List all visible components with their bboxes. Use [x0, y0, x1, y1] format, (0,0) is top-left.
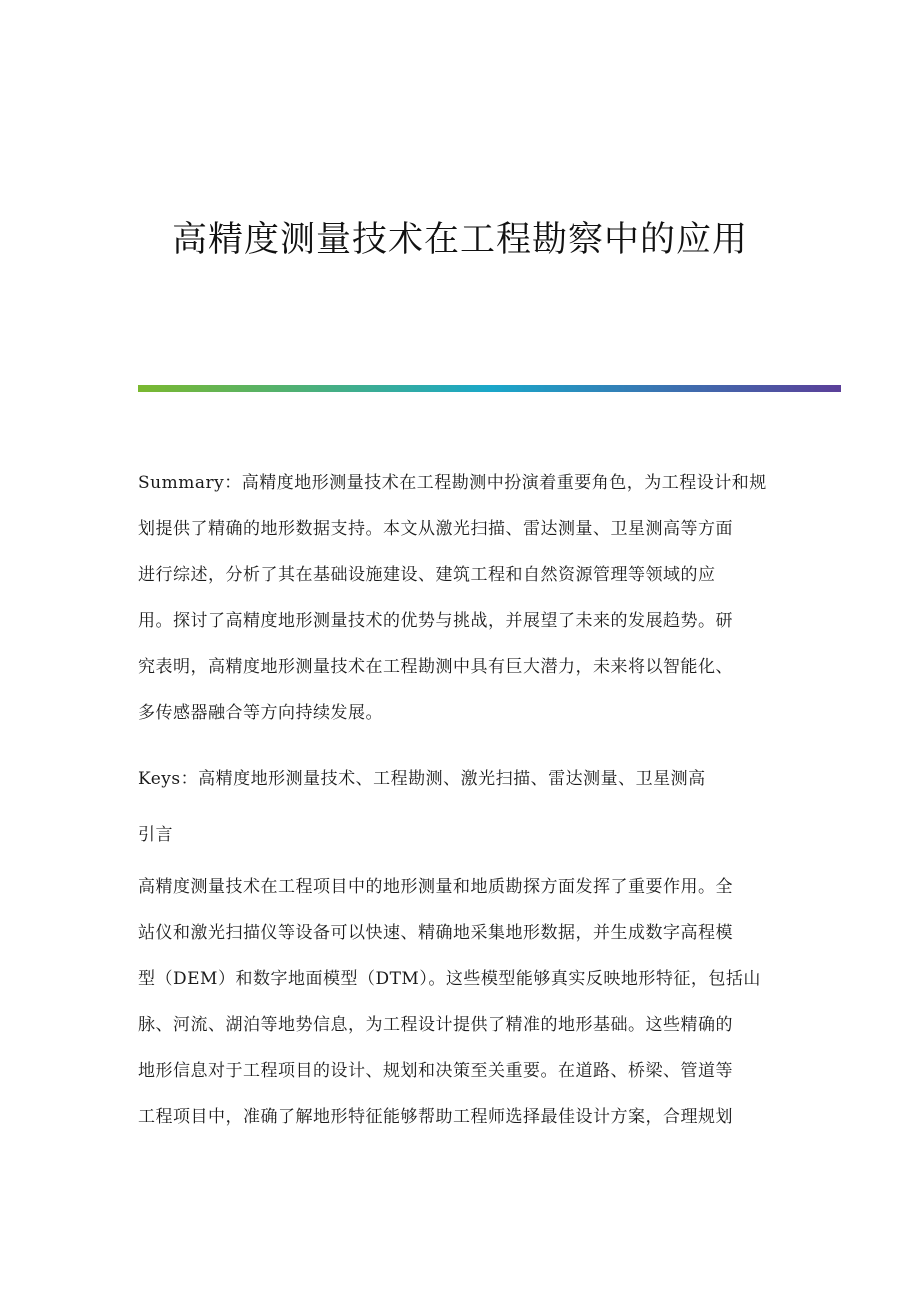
summary-line: 多传感器融合等方向持续发展。 [138, 703, 383, 723]
summary-line: Summary：高精度地形测量技术在工程勘测中扮演着重要角色，为工程设计和规 [138, 473, 767, 493]
intro-line: 地形信息对于工程项目的设计、规划和决策至关重要。在道路、桥梁、管道等 [138, 1061, 733, 1081]
summary-line: 究表明，高精度地形测量技术在工程勘测中具有巨大潜力，未来将以智能化、 [138, 657, 733, 677]
intro-line: 站仪和激光扫描仪等设备可以快速、精确地采集地形数据，并生成数字高程模 [138, 923, 733, 943]
summary-line: 划提供了精确的地形数据支持。本文从激光扫描、雷达测量、卫星测高等方面 [138, 519, 733, 539]
intro-paragraph [138, 864, 778, 1140]
intro-heading-text: 引言 [138, 825, 173, 845]
keywords-line [138, 756, 778, 802]
summary-line: 进行综述，分析了其在基础设施建设、建筑工程和自然资源管理等领域的应 [138, 565, 716, 585]
summary-paragraph [138, 460, 778, 736]
intro-line: 工程项目中，准确了解地形特征能够帮助工程师选择最佳设计方案，合理规划 [138, 1107, 733, 1127]
summary-line: 用。探讨了高精度地形测量技术的优势与挑战，并展望了未来的发展趋势。研 [138, 611, 733, 631]
document-title: 高精度测量技术在工程勘察中的应用 [171, 220, 748, 260]
intro-line: 高精度测量技术在工程项目中的地形测量和地质勘探方面发挥了重要作用。全 [138, 877, 733, 897]
gradient-divider [138, 385, 841, 392]
intro-line: 型（DEM）和数字地面模型（DTM）。这些模型能够真实反映地形特征，包括山 [138, 969, 761, 989]
keywords-text: Keys：高精度地形测量技术、工程勘测、激光扫描、雷达测量、卫星测高 [138, 769, 706, 789]
intro-line: 脉、河流、湖泊等地势信息，为工程设计提供了精准的地形基础。这些精确的 [138, 1015, 733, 1035]
intro-heading [138, 812, 778, 858]
